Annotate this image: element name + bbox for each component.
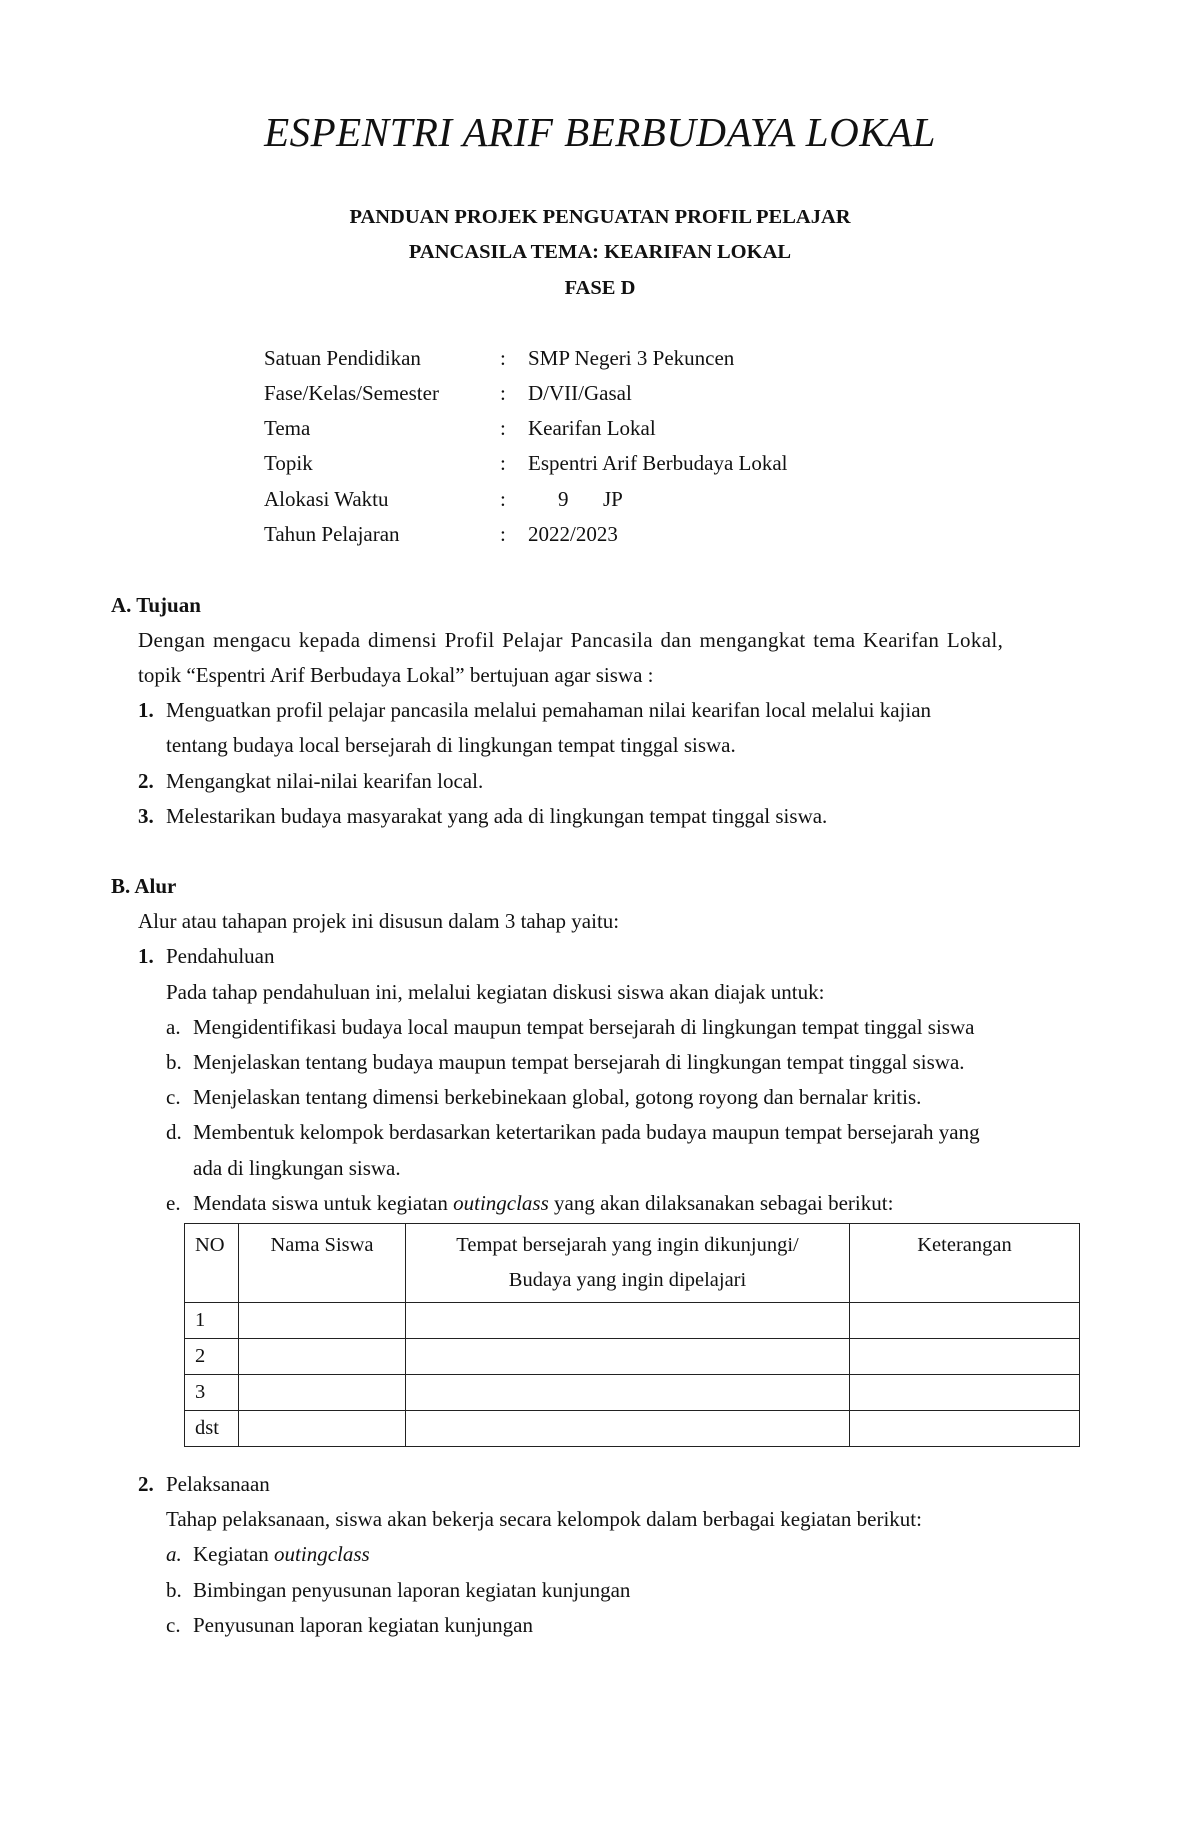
table-cell <box>850 1339 1080 1375</box>
list-item: Mengangkat nilai-nilai kearifan local. <box>166 769 484 793</box>
section-b-heading: B. Alur <box>111 874 177 898</box>
step-number: 2. <box>138 1472 154 1496</box>
list-item: Melestarikan budaya masyarakat yang ada di lingkungan tempat tinggal siswa. <box>166 804 828 828</box>
column-header-line-2: Budaya yang ingin dipelajari <box>508 1269 747 1291</box>
list-number: 2. <box>138 769 154 793</box>
table-cell <box>239 1339 406 1375</box>
info-value: 9 <box>558 487 569 511</box>
column-header-keterangan: Keterangan <box>850 1224 1080 1303</box>
table-cell <box>850 1303 1080 1339</box>
table-row <box>185 1303 1080 1339</box>
column-header-line-1: Tempat bersejarah yang ingin dikunjungi/ <box>456 1234 799 1256</box>
info-value: SMP Negeri 3 Pekuncen <box>528 346 735 370</box>
step-title: Pendahuluan <box>166 944 275 968</box>
list-item-continued: tentang budaya local bersejarah di lingkungan tempat tinggal siswa. <box>166 733 736 757</box>
table-cell <box>850 1411 1080 1447</box>
info-value: 2022/2023 <box>528 522 618 546</box>
info-label: Tema <box>264 416 311 440</box>
info-separator: : <box>500 487 506 511</box>
list-item: Mengidentifikasi budaya local maupun tempat bersejarah di lingkungan tempat tinggal siswa <box>193 1015 975 1039</box>
table-cell <box>239 1411 406 1447</box>
list-letter: b. <box>166 1578 182 1602</box>
info-label: Fase/Kelas/Semester <box>264 381 439 405</box>
subtitle-line-2: PANCASILA TEMA: KEARIFAN LOKAL <box>408 241 792 263</box>
step-number: 1. <box>138 944 154 968</box>
step-description: Pada tahap pendahuluan ini, melalui kegiatan diskusi siswa akan diajak untuk: <box>166 980 825 1004</box>
list-item: Penyusunan laporan kegiatan kunjungan <box>193 1613 533 1637</box>
list-item-text: Kegiatan <box>193 1542 275 1566</box>
list-item: Membentuk kelompok berdasarkan ketertarikan pada budaya maupun tempat bersejarah yang <box>193 1120 980 1144</box>
info-separator: : <box>500 522 506 546</box>
list-number: 3. <box>138 804 154 828</box>
table-cell <box>406 1411 850 1447</box>
list-letter: c. <box>166 1085 181 1109</box>
section-a-heading: A. Tujuan <box>111 593 201 617</box>
table-row <box>185 1339 1080 1375</box>
section-b-intro: Alur atau tahapan projek ini disusun dalam 3 tahap yaitu: <box>138 909 620 933</box>
list-item-italic: outingclass <box>453 1191 549 1215</box>
column-header-no: NO <box>185 1224 239 1303</box>
list-letter: d. <box>166 1120 182 1144</box>
row-number: 2 <box>185 1339 239 1375</box>
list-letter: a. <box>166 1015 181 1039</box>
list-letter: a. <box>166 1542 182 1566</box>
info-label: Alokasi Waktu <box>264 487 389 511</box>
document-title: ESPENTRI ARIF BERBUDAYA LOKAL <box>264 109 936 155</box>
row-number: 1 <box>185 1303 239 1339</box>
info-separator: : <box>500 416 506 440</box>
info-unit: JP <box>603 487 623 511</box>
column-header-tempat <box>406 1224 850 1303</box>
list-item-text: yang akan dilaksanakan sebagai berikut: <box>548 1191 894 1215</box>
info-value: Espentri Arif Berbudaya Lokal <box>528 451 788 475</box>
info-label: Satuan Pendidikan <box>264 346 421 370</box>
column-header-nama-siswa: Nama Siswa <box>239 1224 406 1303</box>
info-value: D/VII/Gasal <box>528 381 632 405</box>
list-letter: b. <box>166 1050 182 1074</box>
list-item: Menguatkan profil pelajar pancasila melalui pemahaman nilai kearifan local melalui kajian <box>166 698 932 722</box>
info-value: Kearifan Lokal <box>528 416 656 440</box>
list-item-continued: ada di lingkungan siswa. <box>193 1156 401 1180</box>
list-item-text: Mendata siswa untuk kegiatan <box>193 1191 454 1215</box>
list-item-italic: outingclass <box>274 1542 370 1566</box>
row-number: 3 <box>185 1375 239 1411</box>
list-letter: c. <box>166 1613 181 1637</box>
list-item: Menjelaskan tentang dimensi berkebinekaan global, gotong royong dan bernalar kritis. <box>193 1085 922 1109</box>
section-a-intro: Dengan mengacu kepada dimensi Profil Pelajar Pancasila dan mengangkat tema Kearifan Lokal, <box>138 628 1004 652</box>
row-number: dst <box>185 1411 239 1447</box>
list-item <box>193 1542 370 1567</box>
info-separator: : <box>500 451 506 475</box>
table-cell <box>406 1375 850 1411</box>
list-item: Menjelaskan tentang budaya maupun tempat bersejarah di lingkungan tempat tinggal siswa. <box>193 1050 965 1074</box>
list-item <box>193 1191 893 1216</box>
info-label: Tahun Pelajaran <box>264 522 400 546</box>
info-separator: : <box>500 346 506 370</box>
list-letter: e. <box>166 1191 181 1215</box>
table-row <box>185 1411 1080 1447</box>
table-cell <box>406 1303 850 1339</box>
table-cell <box>239 1375 406 1411</box>
student-data-table <box>184 1223 1080 1447</box>
info-label: Topik <box>264 451 313 475</box>
table-cell <box>239 1303 406 1339</box>
table-header-row <box>185 1224 1080 1303</box>
list-number: 1. <box>138 698 154 722</box>
section-a-intro: topik “Espentri Arif Berbudaya Lokal” bertujuan agar siswa : <box>138 663 654 687</box>
list-item: Bimbingan penyusunan laporan kegiatan kunjungan <box>193 1578 631 1602</box>
step-description: Tahap pelaksanaan, siswa akan bekerja secara kelompok dalam berbagai kegiatan berikut: <box>166 1507 922 1531</box>
table-cell <box>406 1339 850 1375</box>
table-row <box>185 1375 1080 1411</box>
info-separator: : <box>500 381 506 405</box>
subtitle-line-3: FASE D <box>564 277 636 299</box>
step-title: Pelaksanaan <box>166 1472 270 1496</box>
subtitle-line-1: PANDUAN PROJEK PENGUATAN PROFIL PELAJAR <box>349 206 851 228</box>
table-cell <box>850 1375 1080 1411</box>
